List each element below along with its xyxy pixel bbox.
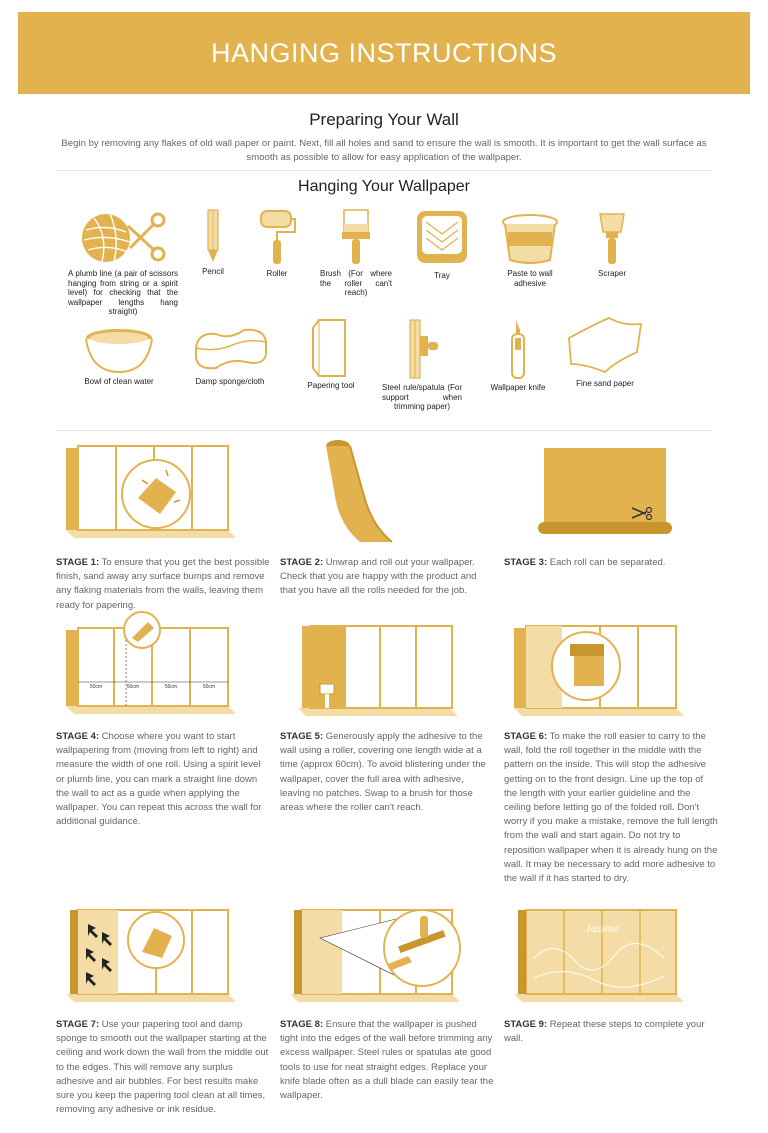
sandpaper-icon: [565, 314, 645, 376]
bowl-icon: [83, 326, 155, 374]
stage-text: STAGE 2: Unwrap and roll out your wallpaper. Check that you are happy with the product and that you have all the rolls needed for the job.: [280, 557, 477, 597]
page-title: HANGING INSTRUCTIONS: [210, 37, 557, 68]
tool-pencil: [195, 208, 231, 277]
stage-text: STAGE 7: Use your papering tool and damp sponge to smooth out the wallpaper starting at the ceiling and work down the wall from the middle out to the edges. This will remove any surplus adhesive and air bubbles. For best results make sure you keep the papering tool clean at all times, removing any adhesive or ink residue.: [56, 1019, 269, 1116]
stage-4-illustration: [56, 610, 256, 718]
tool-label: Bowl of clean water: [84, 377, 154, 386]
roller-icon: [255, 208, 299, 266]
stage-5-illustration: [280, 614, 480, 718]
stage-1: [56, 440, 270, 613]
hanging-title: Hanging Your Wallpaper: [298, 178, 470, 195]
divider: [56, 170, 712, 171]
stage-4: [56, 610, 270, 829]
tool-label: Brush (For where the roller can't reach): [320, 269, 392, 297]
stage-8-illustration: [280, 898, 480, 1006]
stage-6: [504, 614, 718, 886]
plumb-line-scissors-icon: [78, 206, 168, 266]
stage-7-illustration: [56, 898, 256, 1006]
tool-label: Papering tool: [307, 381, 355, 390]
tool-label: Pencil: [202, 267, 224, 276]
tool-scraper: [590, 212, 634, 279]
measure-label: 50cm: [202, 684, 216, 690]
measure-label: 50cm: [126, 684, 140, 690]
scraper-icon: [597, 212, 627, 266]
tool-roller: [252, 208, 302, 279]
stage-3: [504, 440, 718, 570]
tool-tray: [413, 208, 471, 281]
stage-9-illustration: [504, 898, 704, 1006]
tool-label: Roller: [266, 269, 288, 278]
tool-sandpaper: [564, 314, 646, 389]
papering-tool-icon: [311, 318, 351, 378]
brush-icon: [338, 208, 374, 266]
stage-7: [56, 898, 270, 1117]
stage-text: STAGE 8: Ensure that the wallpaper is pushed tight into the edges of the wall before trimming any excess wallpaper. Steel rules or spatulas ate good tools to use for neat straight edges. Replace your knife blade often as a dull blade can easily tear the wallpaper.: [280, 1019, 494, 1102]
divider: [56, 430, 712, 431]
pencil-icon: [203, 208, 223, 264]
stage-8: [280, 898, 494, 1103]
tool-brush: [320, 208, 392, 298]
measure-label: 50cm: [89, 684, 103, 690]
tool-papering: [300, 318, 362, 391]
stage-text: STAGE 6: To make the roll easier to carry to the wall, fold the roll together in the middle with the pattern on the inside. This will stop the adhesive getting on to the front design. Line up the top of the length with your earlier guideline and the ceiling before letting go of the folded roll. Don't worry if you make a mistake, remove the full length from the wall and start again. Do not try to reposition wallpaper when it is already hung on the wall. It may be necessary to add more adhesive to the wall if it has started to dry.: [504, 731, 718, 885]
stage-1-illustration: [56, 440, 256, 544]
stage-text: STAGE 1: To ensure that you get the best possible finish, sand away any surface bumps and remove any flaking materials from the walls, leaving them ready for papering.: [56, 557, 270, 611]
tool-label: Damp sponge/cloth: [195, 377, 265, 386]
stage-2: [280, 436, 494, 599]
tool-knife: [484, 318, 552, 393]
tool-label: Fine sand paper: [576, 379, 634, 388]
stage-text: STAGE 3: Each roll can be separated.: [504, 557, 666, 568]
paste-tub-icon: [500, 212, 560, 266]
knife-icon: [506, 318, 530, 380]
stage-text: STAGE 5: Generously apply the adhesive to the wall using a roller, covering one length wide at a time (approx 60cm). To avoid blistering under the wallpaper, cover the full area with adhesive, leaving no patches. Swap to a brush for those areas where the roller can't reach.: [280, 731, 486, 814]
tool-label: Scraper: [597, 269, 626, 278]
preparing-title: Preparing Your Wall: [309, 110, 459, 129]
stage-6-illustration: [504, 614, 704, 718]
tray-icon: [414, 208, 470, 268]
steel-rule-icon: [402, 318, 442, 380]
header-banner: [18, 12, 750, 94]
tool-bowl: [78, 326, 160, 387]
tool-label: Steel rule/spatula (For support when trimming paper): [382, 383, 462, 411]
stage-text: STAGE 9: Repeat these steps to complete your wall.: [504, 1019, 705, 1045]
tool-label: Tray: [434, 271, 450, 280]
tool-label: A plumb line (a pair of scissors hanging from string or a spirit level) for checking that the wallpaper lengths hang straight): [68, 269, 178, 316]
stage-5: [280, 614, 494, 815]
stage-text: STAGE 4: Choose where you want to start wallpapering from (moving from left to right) and measure the width of one roll. Using a spirit level or plumb line, you can mark a straight line down the wall to act as a guide when applying the wallpaper. You can repeat this across the wall for additional guidance.: [56, 731, 262, 828]
stage-9: [504, 898, 718, 1046]
tool-paste: [497, 212, 563, 288]
sponge-icon: [190, 322, 270, 374]
tool-steel-rule: [382, 318, 462, 412]
tool-label: Wallpaper knife: [490, 383, 546, 392]
tool-label: Paste to wall adhesive: [507, 269, 553, 288]
stage-2-illustration: [280, 436, 480, 546]
tool-plumb-line: [68, 206, 178, 317]
tool-sponge: [190, 322, 270, 387]
brand-logo: Jasime: [585, 921, 619, 935]
stage-3-illustration: [504, 440, 704, 544]
preparing-text: Begin by removing any flakes of old wall paper or paint. Next, fill all holes and sand to ensure the wall is smooth. It is important to get the wall surface as smooth as possible to allow for easy application of the wallpaper.: [61, 138, 707, 163]
measure-label: 50cm: [164, 684, 178, 690]
